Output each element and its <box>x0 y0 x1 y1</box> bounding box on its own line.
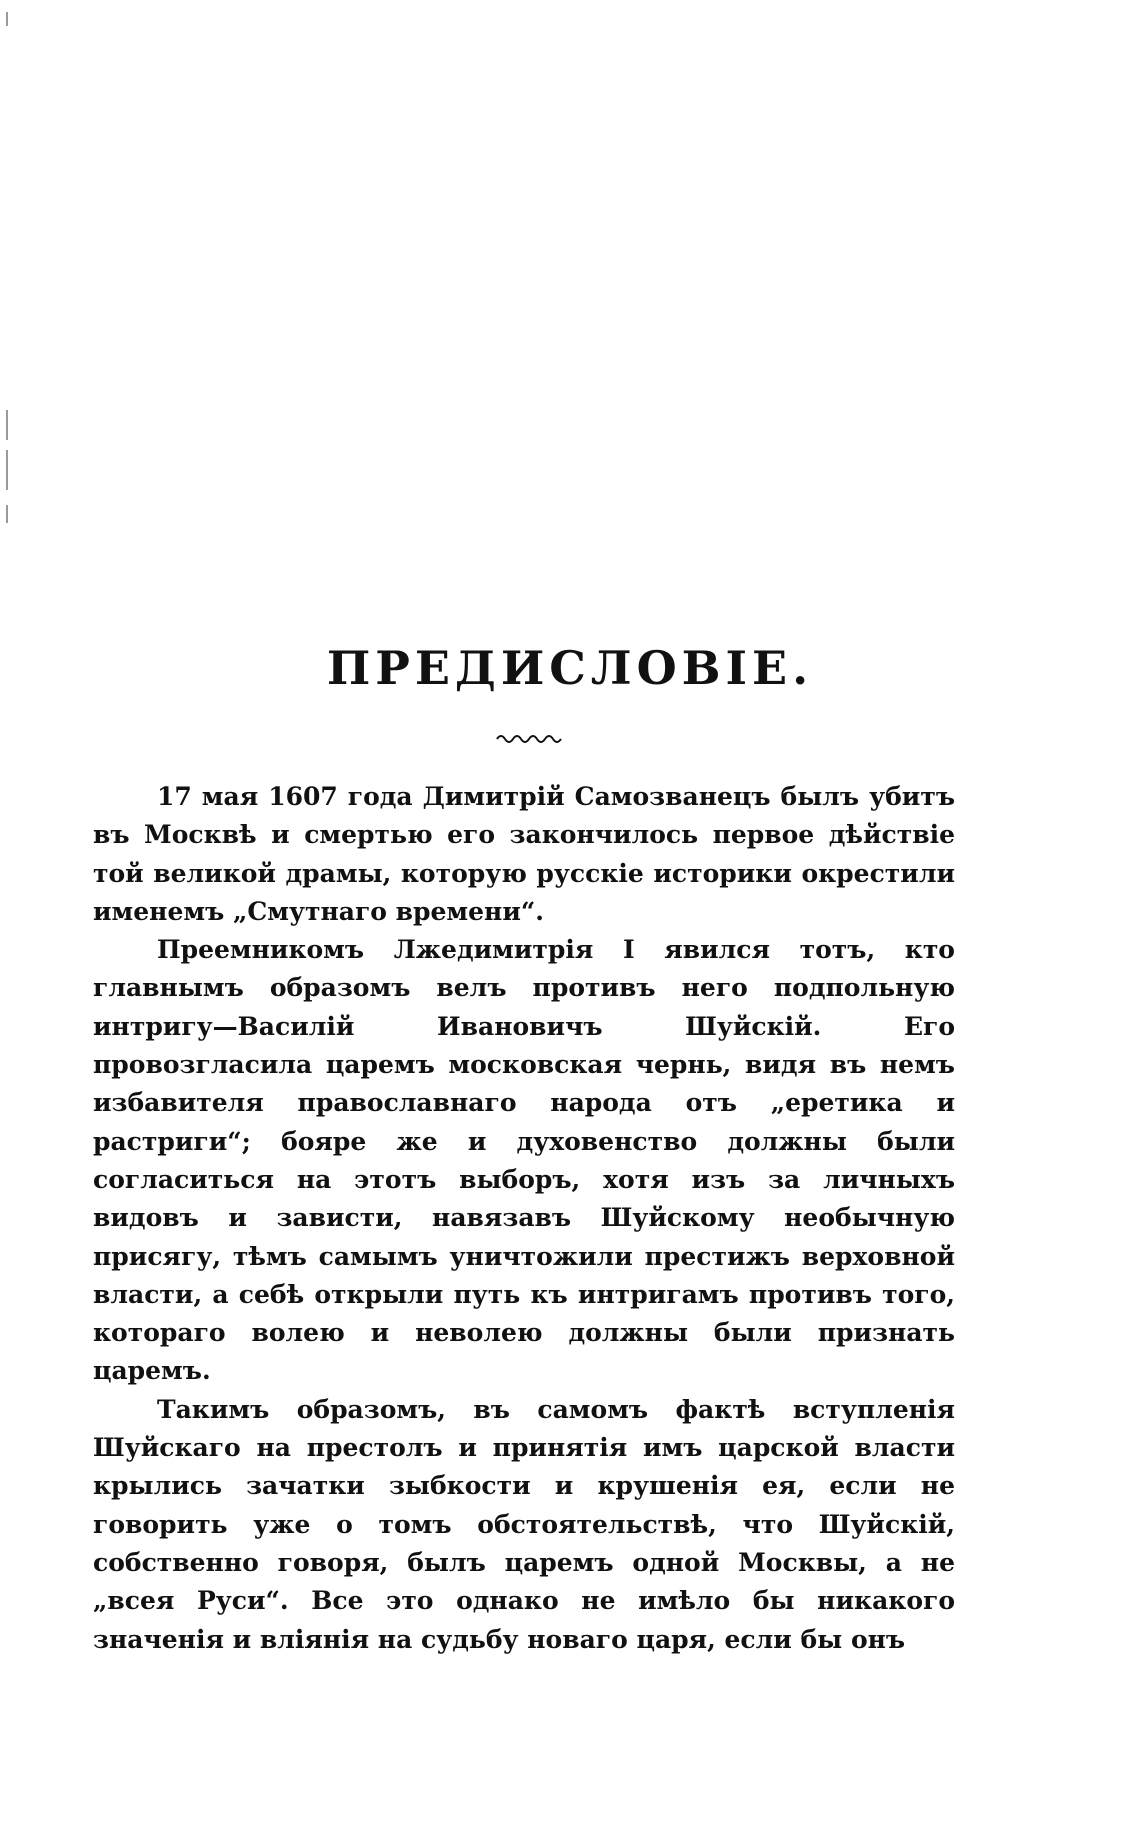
paragraph: Преемникомъ Лжедимитрія I явился тотъ, кто главнымъ образомъ велъ противъ него подпольную интригу—Василій Ивановичъ Шуйскій. Его провозгласила царемъ московская чернь, видя въ немъ избавителя православнаго народа отъ „еретика и растриги“; бояре же и духовенство должны были согласиться на этотъ выборъ, хотя изъ за личныхъ видовъ и зависти, навязавъ Шуйскому необычную присягу, тѣмъ самымъ уничтожили престижъ верховной власти, а себѣ открыли путь къ интригамъ противъ того, котораго волею и неволею должны были признать царемъ. <box>93 935 955 1386</box>
scan-edge-mark <box>6 505 8 523</box>
body-text <box>93 778 955 1659</box>
page-title: ПРЕДИСЛОВІЕ. <box>326 641 814 695</box>
scan-edge-mark <box>6 410 8 440</box>
scan-edge-mark <box>6 450 8 490</box>
title-ornament <box>495 730 565 746</box>
paragraph: Такимъ образомъ, въ самомъ фактѣ вступленія Шуйскаго на престолъ и принятія имъ царской власти крылись зачатки зыбкости и крушенія ея, если не говорить уже о томъ обстоятельствѣ, что Шуйскій, собственно говоря, былъ царемъ одной Москвы, а не „всея Руси“. Все это однако не имѣло бы никакого значенія и вліянія на судьбу новаго царя, если бы онъ <box>93 1394 955 1654</box>
scan-edge-mark <box>6 12 8 26</box>
paragraph: 17 мая 1607 года Димитрій Самозванецъ былъ убитъ въ Москвѣ и смертью его закончилось первое дѣйствіе той великой драмы, которую русскіе историки окрестили именемъ „Смутнаго времени“. <box>93 782 955 926</box>
